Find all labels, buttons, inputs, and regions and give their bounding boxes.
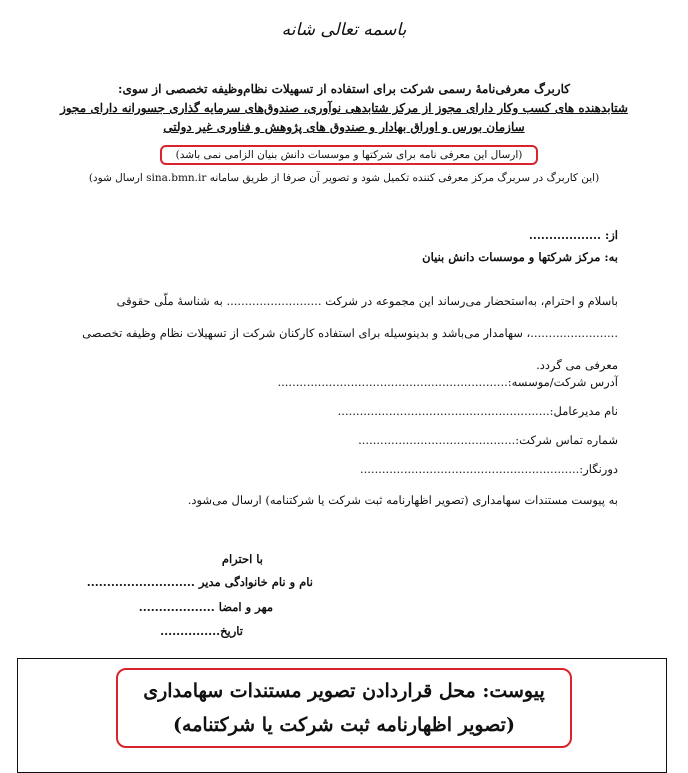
address-field: آدرس شرکت/موسسه:............................................................... <box>277 375 618 389</box>
date-field: تاریخ............... <box>160 624 243 638</box>
stamp-signature-field: مهر و امضا ................... <box>138 600 273 614</box>
body-line-3: معرفی می گردد. <box>536 358 618 372</box>
ceo-name-field: نام مدیرعامل:.......................................................... <box>337 404 618 418</box>
form-heading <box>30 80 658 137</box>
attachment-placeholder-box <box>116 668 572 748</box>
from-field: از: .................. <box>528 228 618 242</box>
attachment-line-2: (تصویر اظهارنامه ثبت شرکت یا شرکتنامه) <box>173 714 515 736</box>
phone-field: شماره تماس شرکت:........................................... <box>358 433 618 447</box>
body-line-1: باسلام و احترام، به‌استحضار می‌رساند این مجموعه در شرکت .......................... به شناسۀ ملّی حقوقی <box>116 294 618 308</box>
fax-field: دورنگار:............................................................ <box>359 462 618 476</box>
letter-body <box>48 285 618 381</box>
to-field: به: مرکز شرکتها و موسسات دانش بنیان <box>422 250 618 264</box>
bismillah-calligraphy: باسمه تعالی شانه <box>281 20 407 40</box>
attachment-statement: به پیوست مستندات سهامداری (تصویر اظهارنامه ثبت شرکت یا شرکتنامه) ارسال می‌شود. <box>187 493 618 507</box>
title-line-3: سازمان بورس و اوراق بهادار و صندوق های پژوهش و فناوری غیر دولتی <box>163 120 525 134</box>
body-line-2: ........................، سهامدار می‌باشد و بدینوسیله برای استفاده کارکنان شرکت از تسهیلات نظام وظیفه تخصصی <box>82 326 618 340</box>
title-line-2: شتابدهنده های کسب وکار دارای مجوز از مرکز شتابدهی نوآوری، صندوق‌های سرمایه گذاری جسورانه دارای مجوز <box>60 101 628 115</box>
attachment-line-1: پیوست: محل قراردادن تصویر مستندات سهامداری <box>143 680 545 702</box>
optional-notice-box: (ارسال این معرفی نامه برای شرکتها و موسسات دانش بنیان الزامی نمی باشد) <box>160 145 538 165</box>
manager-name-field: نام و نام خانوادگی مدیر ........................... <box>86 575 313 589</box>
title-line-1: کاربرگ معرفی‌نامۀ رسمی شرکت برای استفاده از تسهیلات نظام‌وظیفه تخصصی از سوی: <box>118 82 570 96</box>
regards-text: با احترام <box>221 552 263 566</box>
submission-note: (این کاربرگ در سربرگ مرکز معرفی کننده تکمیل شود و تصویر آن صرفا از طریق سامانه sina.bmn.ir ارسال شود) <box>88 172 600 184</box>
